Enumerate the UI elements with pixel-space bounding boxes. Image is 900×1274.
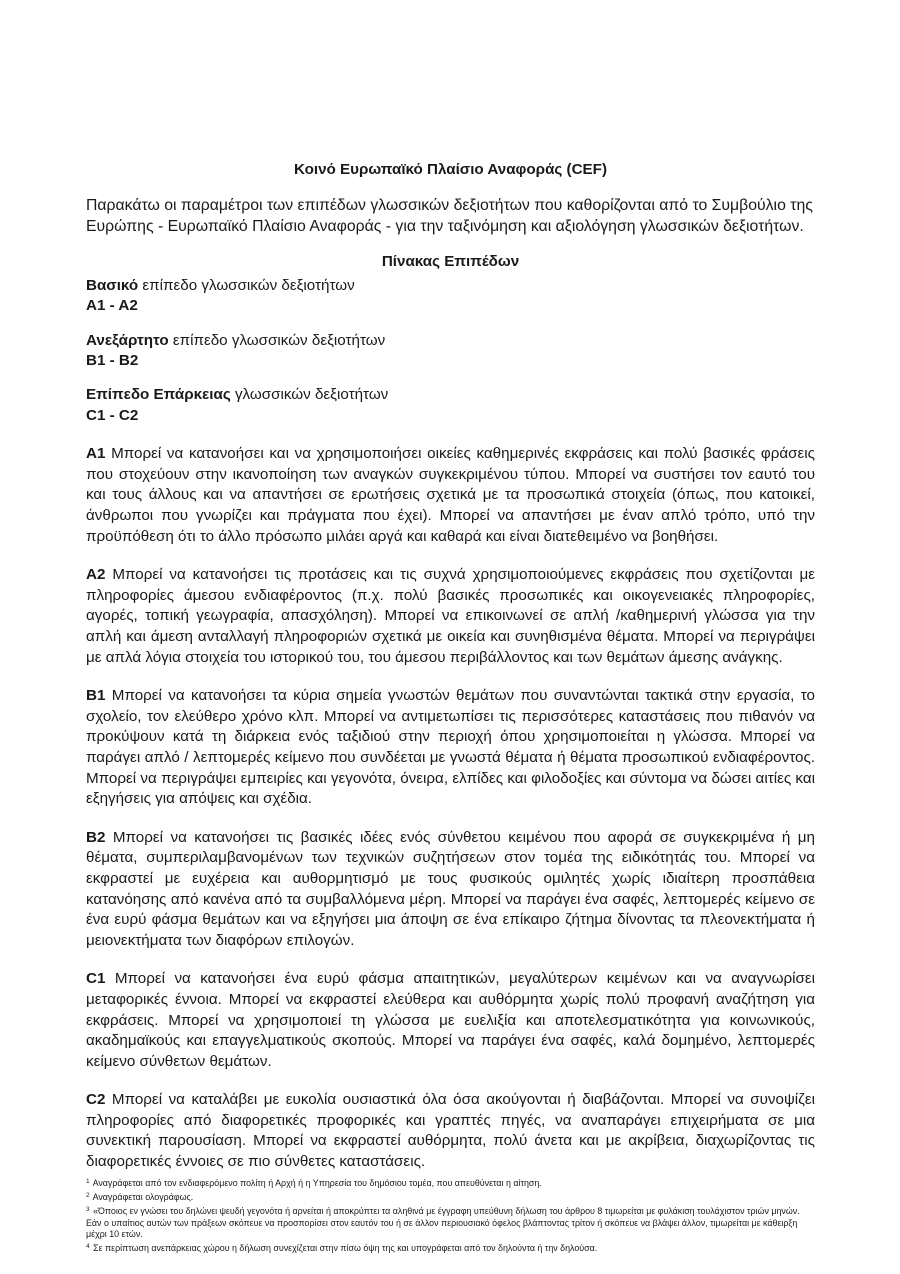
descriptor-code: B2 <box>86 828 106 846</box>
descriptor-text: Μπορεί να κατανοήσει τις προτάσεις και τις συχνά χρησιμοποιούμενες εκφράσεις που σχετίζονται με πληροφορίες άμεσου ενδιαφέροντος (π.χ. πολύ βασικές προσωπικές και οικογενειακές πληροφορίες, αγορές, τοπική γεωγραφία, απασχόληση). Μπορεί να επικοινωνεί σε απλή /καθημερινή γλώσσα για την απλή και άμεση ανταλλαγή πληροφοριών σχετικά με οικεία και συνηθισμένα θέματα. Μπορεί να περιγράψει με απλά λόγια στοιχεία του ιστορικού του, του άμεσου περιβάλλοντος και των θεμάτων άμεσης ανάγκης. <box>86 566 815 666</box>
level-proficient-suffix: γλωσσικών δεξιοτήτων <box>230 386 389 404</box>
document-body <box>86 160 815 1191</box>
level-independent-suffix: επίπεδο γλωσσικών δεξιοτήτων <box>168 331 386 349</box>
footnote-mark: 4 <box>86 1243 90 1251</box>
descriptor-a2 <box>86 565 815 668</box>
descriptor-code: B1 <box>86 687 106 705</box>
footnote <box>86 1176 815 1190</box>
level-independent-name: Ανεξάρτητο <box>86 331 169 349</box>
footnote <box>86 1241 815 1255</box>
level-proficient <box>86 385 815 426</box>
descriptor-a1 <box>86 444 815 547</box>
level-proficient-name: Επίπεδο Επάρκειας <box>86 386 231 404</box>
level-proficient-range: C1 - C2 <box>86 406 139 424</box>
footnote-text: Αναγράφεται από τον ενδιαφερόμενο πολίτη ή Αρχή ή η Υπηρεσία του δημόσιου τομέα, που απευθύνεται η αίτηση. <box>92 1178 542 1188</box>
level-independent-line <box>86 331 815 351</box>
footnote-text: Αναγράφεται ολογράφως. <box>92 1192 194 1203</box>
intro-paragraph: Παρακάτω οι παραμέτροι των επιπέδων γλωσσικών δεξιοτήτων που καθορίζονται από το Συμβούλιο της Ευρώπης - Ευρωπαϊκό Πλαίσιο Αναφοράς - για την ταξινόμηση και αξιολόγηση γλωσσικών δεξιοτήτων. <box>86 197 813 236</box>
footnotes <box>86 1176 815 1256</box>
document-title: Κοινό Ευρωπαϊκό Πλαίσιο Αναφοράς (CEF) <box>293 161 608 178</box>
level-basic-range: A1 - A2 <box>86 297 138 315</box>
descriptor-text: Μπορεί να κατανοήσει τα κύρια σημεία γνωστών θεμάτων που συναντώνται τακτικά στην εργασία, το σχολείο, τον ελεύθερο χρόνο κλπ. Μπορεί να αντιμετωπίσει τις περισσότερες καταστάσεις που πιθανόν να προκύψουν κατά τη διάρκεια ενός ταξιδιού στην περιοχή όπου χρησιμοποιείται η γλώσσα. Μπορεί να παράγει απλό / λεπτομερές κείμενο που συνδέεται με γνωστά θέματα ή θέματα προσωπικού ενδιαφέροντος. Μπορεί να περιγράψει εμπειρίες και γεγονότα, όνειρα, ελπίδες και φιλοδοξίες και σύντομα να δώσει αιτίες και εξηγήσεις για απόψεις και σχέδια. <box>86 687 815 808</box>
descriptor-text: Μπορεί να κατανοήσει ένα ευρύ φάσμα απαιτητικών, μεγαλύτερων κειμένων και να αναγνωρίσει μεταφορικές έννοια. Μπορεί να εκφραστεί ελεύθερα και αυθόρμητα χωρίς πολύ προφανή αναζήτηση για εκφράσεις. Μπορεί να χρησιμοποιεί τη γλώσσα με ευελιξία και αποτελεσματικότητα για κοινωνικούς, ακαδημαϊκούς και επαγγελματικούς σκοπούς. Μπορεί να παράγει ένα σαφές, καλά δομημένο, λεπτομερές κείμενο σύνθετων θεμάτων. <box>86 970 815 1070</box>
footnote-text: «Όποιος εν γνώσει του δηλώνει ψευδή γεγονότα ή αρνείται ή αποκρύπτει τα αληθινά με έγγραφη υπεύθυνη δήλωση του άρθρου 8 τιμωρείται με φυλάκιση τουλάχιστον τριών μηνών. Εάν ο υπαίτιος αυτών των πράξεων σκόπευε να προσπορίσει στον εαυτόν του ή σε άλλον περιουσιακό όφελος βλάπτοντας τρίτον ή σκόπευε να βλάψει άλλον, τιμωρείται με κάθειρξη μέχρι 10 ετών. <box>86 1206 800 1240</box>
footnote-mark: 3 <box>86 1206 90 1214</box>
descriptor-c2 <box>86 1090 815 1172</box>
descriptor-text: Μπορεί να καταλάβει με ευκολία ουσιαστικά όλα όσα ακούγονται ή διαβάζονται. Μπορεί να συνοψίζει πληροφορίες από διαφορετικές προφορικές και γραπτές πηγές, να αναπαράγει επιχειρήματα σε μια συνεκτική παρουσίαση. Μπορεί να εκφραστεί αυθόρμητα, πολύ άνετα και με ακρίβεια, διαχωρίζοντας τις διαφορετικές έννοιες σε πιο σύνθετες καταστάσεις. <box>86 1091 815 1171</box>
descriptor-code: C1 <box>86 970 106 988</box>
footnote-text: Σε περίπτωση ανεπάρκειας χώρου η δήλωση συνεχίζεται στην πίσω όψη της και υπογράφεται από τον δηλούντα ή την δηλούσα. <box>93 1243 598 1254</box>
levels-table-title: Πίνακας Επιπέδων <box>381 253 520 271</box>
descriptor-code: A2 <box>86 566 106 584</box>
footnote <box>86 1190 815 1204</box>
footnote-mark: 1 <box>86 1178 90 1185</box>
level-independent <box>86 331 815 372</box>
level-independent-range: B1 - B2 <box>86 352 139 370</box>
level-basic-line <box>86 276 815 296</box>
descriptor-text: Μπορεί να κατανοήσει και να χρησιμοποιήσει οικείες καθημερινές εκφράσεις και πολύ βασικές φράσεις που στοχεύουν στην ικανοποίηση των αναγκών συγκεκριμένου τύπου. Μπορεί να συστήσει τον εαυτό του και τους άλλους και να απαντήσει σε ερωτήσεις σχετικά με τα προσωπικά στοιχεία (όπως, που κατοικεί, άνθρωποι που γνωρίζει και πράγματα που έχει). Μπορεί να απαντήσει με έναν απλό τρόπο, υπό την προϋπόθεση ότι το άλλο πρόσωπο μιλάει αργά και καθαρά και είναι διατεθειμένο να βοηθήσει. <box>86 445 815 545</box>
footnote-mark: 2 <box>86 1192 90 1200</box>
descriptor-code: C2 <box>86 1091 106 1109</box>
descriptor-code: A1 <box>86 445 106 463</box>
descriptor-b1 <box>86 686 815 810</box>
level-basic-suffix: επίπεδο γλωσσικών δεξιοτήτων <box>138 276 355 294</box>
level-proficient-line <box>86 385 815 405</box>
level-basic <box>86 276 815 317</box>
level-basic-name: Βασικό <box>86 276 139 294</box>
descriptor-b2 <box>86 828 815 952</box>
descriptor-c1 <box>86 969 815 1072</box>
footnote <box>86 1204 815 1241</box>
descriptor-text: Μπορεί να κατανοήσει τις βασικές ιδέες ενός σύνθετου κειμένου που αφορά σε συγκεκριμένα ή μη θέματα, συμπεριλαμβανομένων των τεχνικών συζητήσεων στον τομέα της ειδικότητάς του. Μπορεί να εκφραστεί με ευχέρεια και αυθορμητισμό με τους φυσικούς ομιλητές χωρίς ιδιαίτερη προσπάθεια κατανόησης από κανένα από τα συμβαλλόμενα μέρη. Μπορεί να παράγει ένα σαφές, λεπτομερές κείμενο σε ένα ευρύ φάσμα θεμάτων και να εξηγήσει μια άποψη σε ένα επίκαιρο ζήτημα δίνοντας τα πλεονεκτήματα ή μειονεκτήματα των διαφόρων επιλογών. <box>86 828 815 949</box>
